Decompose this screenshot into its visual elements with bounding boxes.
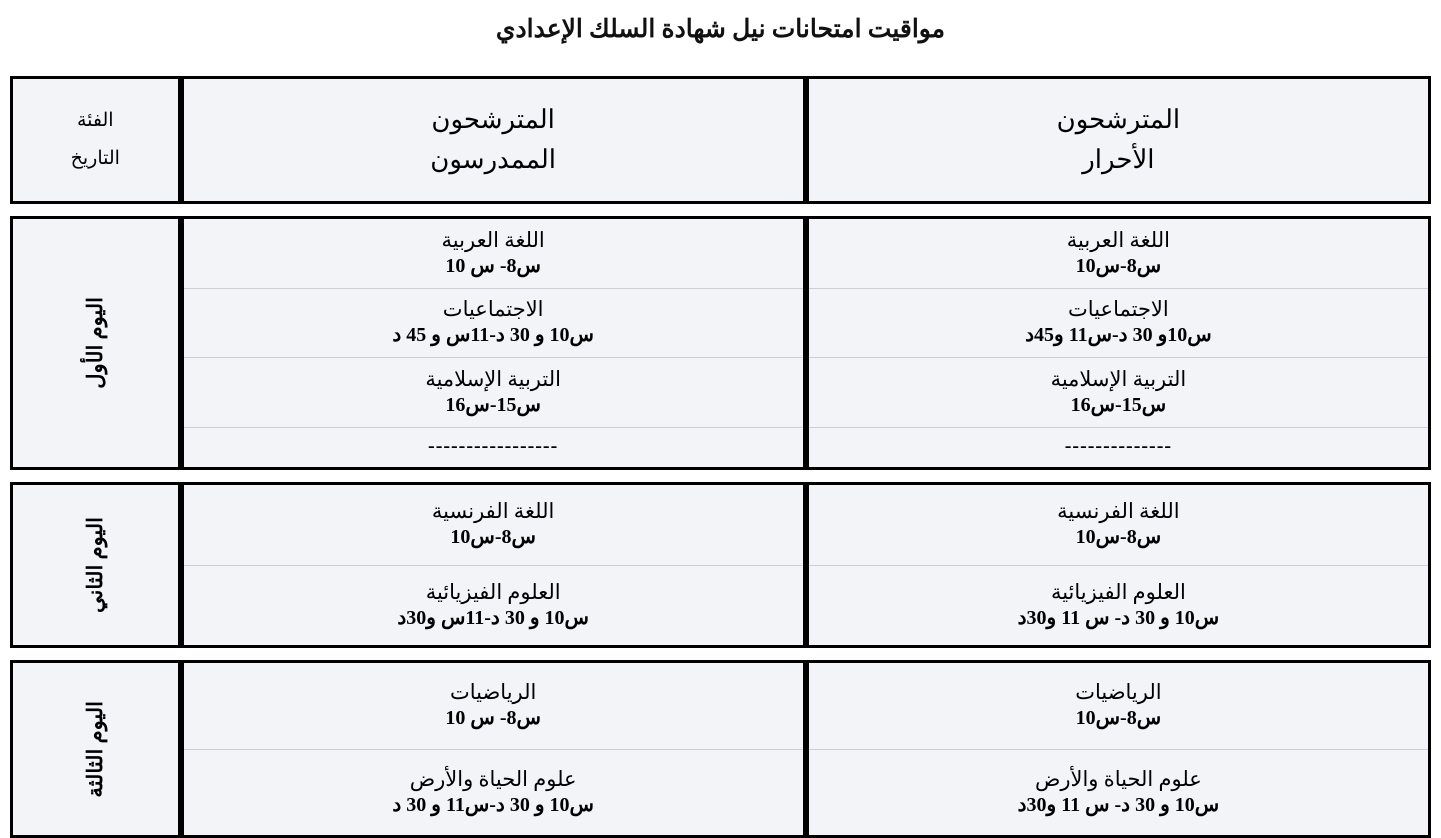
subject-name: العلوم الفيزيائية	[1050, 579, 1186, 604]
subject-time: س10و 30 د-س11 و45د	[1025, 324, 1212, 347]
subject-block	[809, 566, 1428, 646]
subject-time: س8- س 10	[445, 707, 541, 730]
day-1-label-cell	[10, 216, 181, 470]
subject-block-empty	[809, 428, 1428, 467]
subject-name: التربية الإسلامية	[1050, 366, 1187, 391]
category-header-label: الفئة	[76, 110, 114, 131]
table-row-day-2	[10, 482, 1431, 648]
row-spacer	[10, 470, 1431, 482]
subject-time: س8-س10	[1075, 526, 1162, 549]
day-3-label-cell	[10, 660, 181, 838]
day-1-free-candidates-cell	[806, 216, 1431, 470]
day-2-free-candidates-cell	[806, 482, 1431, 648]
row-spacer	[10, 648, 1431, 660]
exam-schedule-table-wrapper	[10, 76, 1431, 821]
subject-block	[809, 289, 1428, 359]
column-header-free-line2: الأحرار	[1082, 145, 1155, 174]
empty-slot-dashes: --------------	[1064, 435, 1173, 458]
day-1-school-candidates-cell	[181, 216, 806, 470]
subject-name: الرياضيات	[449, 680, 537, 705]
subject-block	[809, 358, 1428, 428]
subject-block-empty	[184, 428, 803, 467]
subject-block	[809, 663, 1428, 750]
day-2-label-cell	[10, 482, 181, 648]
day-2-school-candidates-cell	[181, 482, 806, 648]
empty-slot-dashes: -----------------	[428, 435, 559, 458]
subject-block	[809, 219, 1428, 289]
exam-schedule-table	[10, 76, 1431, 838]
category-date-header	[10, 76, 181, 204]
subject-block	[809, 750, 1428, 836]
row-spacer	[10, 204, 1431, 216]
subject-block	[184, 358, 803, 428]
subject-name: اللغة العربية	[441, 227, 545, 252]
column-header-school-line2: الممدرسون	[430, 145, 557, 174]
day-3-free-candidates-cell	[806, 660, 1431, 838]
subject-time: س15-س16	[1070, 394, 1167, 417]
table-row-day-3	[10, 660, 1431, 838]
day-3-school-candidates-cell	[181, 660, 806, 838]
subject-block	[184, 485, 803, 566]
subject-time: س8-س10	[450, 526, 536, 549]
subject-time: س8-س10	[1075, 707, 1162, 730]
subject-time: س15-س16	[445, 394, 541, 417]
table-header-row	[10, 76, 1431, 204]
subject-block	[184, 219, 803, 289]
subject-name: التربية الإسلامية	[425, 366, 561, 391]
column-header-school-candidates	[181, 76, 806, 204]
subject-name: علوم الحياة والأرض	[1034, 766, 1202, 791]
subject-time: س10 و 30 د- س 11 و30د	[1017, 793, 1220, 816]
subject-name: اللغة الفرنسية	[431, 499, 555, 524]
subject-name: العلوم الفيزيائية	[425, 579, 561, 604]
subject-name: الرياضيات	[1075, 680, 1162, 705]
day-label: اليوم الأول	[82, 297, 107, 389]
subject-time: س10 و 30 د-س11 و 30 د	[392, 793, 594, 816]
table-row-day-1	[10, 216, 1431, 470]
column-header-free-candidates	[806, 76, 1431, 204]
subject-name: الاجتماعيات	[1068, 297, 1169, 322]
subject-time: س8-س10	[1075, 254, 1162, 277]
subject-block	[809, 485, 1428, 566]
subject-time: س8- س 10	[445, 254, 541, 277]
subject-time: س10 و 30 د- س 11 و30د	[1017, 606, 1220, 629]
column-header-school-line1: المترشحون	[431, 104, 555, 134]
subject-time: س10 و 30 د-11س و30د	[397, 606, 589, 629]
date-header-label: التاريخ	[70, 148, 120, 169]
subject-time: س10 و 30 د-11س و 45 د	[392, 324, 594, 347]
subject-name: الاجتماعيات	[442, 297, 544, 322]
subject-block	[184, 750, 803, 836]
subject-block	[184, 289, 803, 359]
day-label: اليوم الثالثة	[82, 700, 107, 798]
subject-name: اللغة الفرنسية	[1057, 499, 1180, 524]
subject-name: اللغة العربية	[1066, 227, 1170, 252]
subject-block	[184, 663, 803, 750]
page-title: مواقيت امتحانات نيل شهادة السلك الإعدادي	[495, 16, 946, 43]
subject-name: علوم الحياة والأرض	[409, 766, 577, 791]
day-label: اليوم الثاني	[82, 517, 107, 613]
column-header-free-line1: المترشحون	[1056, 104, 1181, 134]
subject-block	[184, 566, 803, 646]
